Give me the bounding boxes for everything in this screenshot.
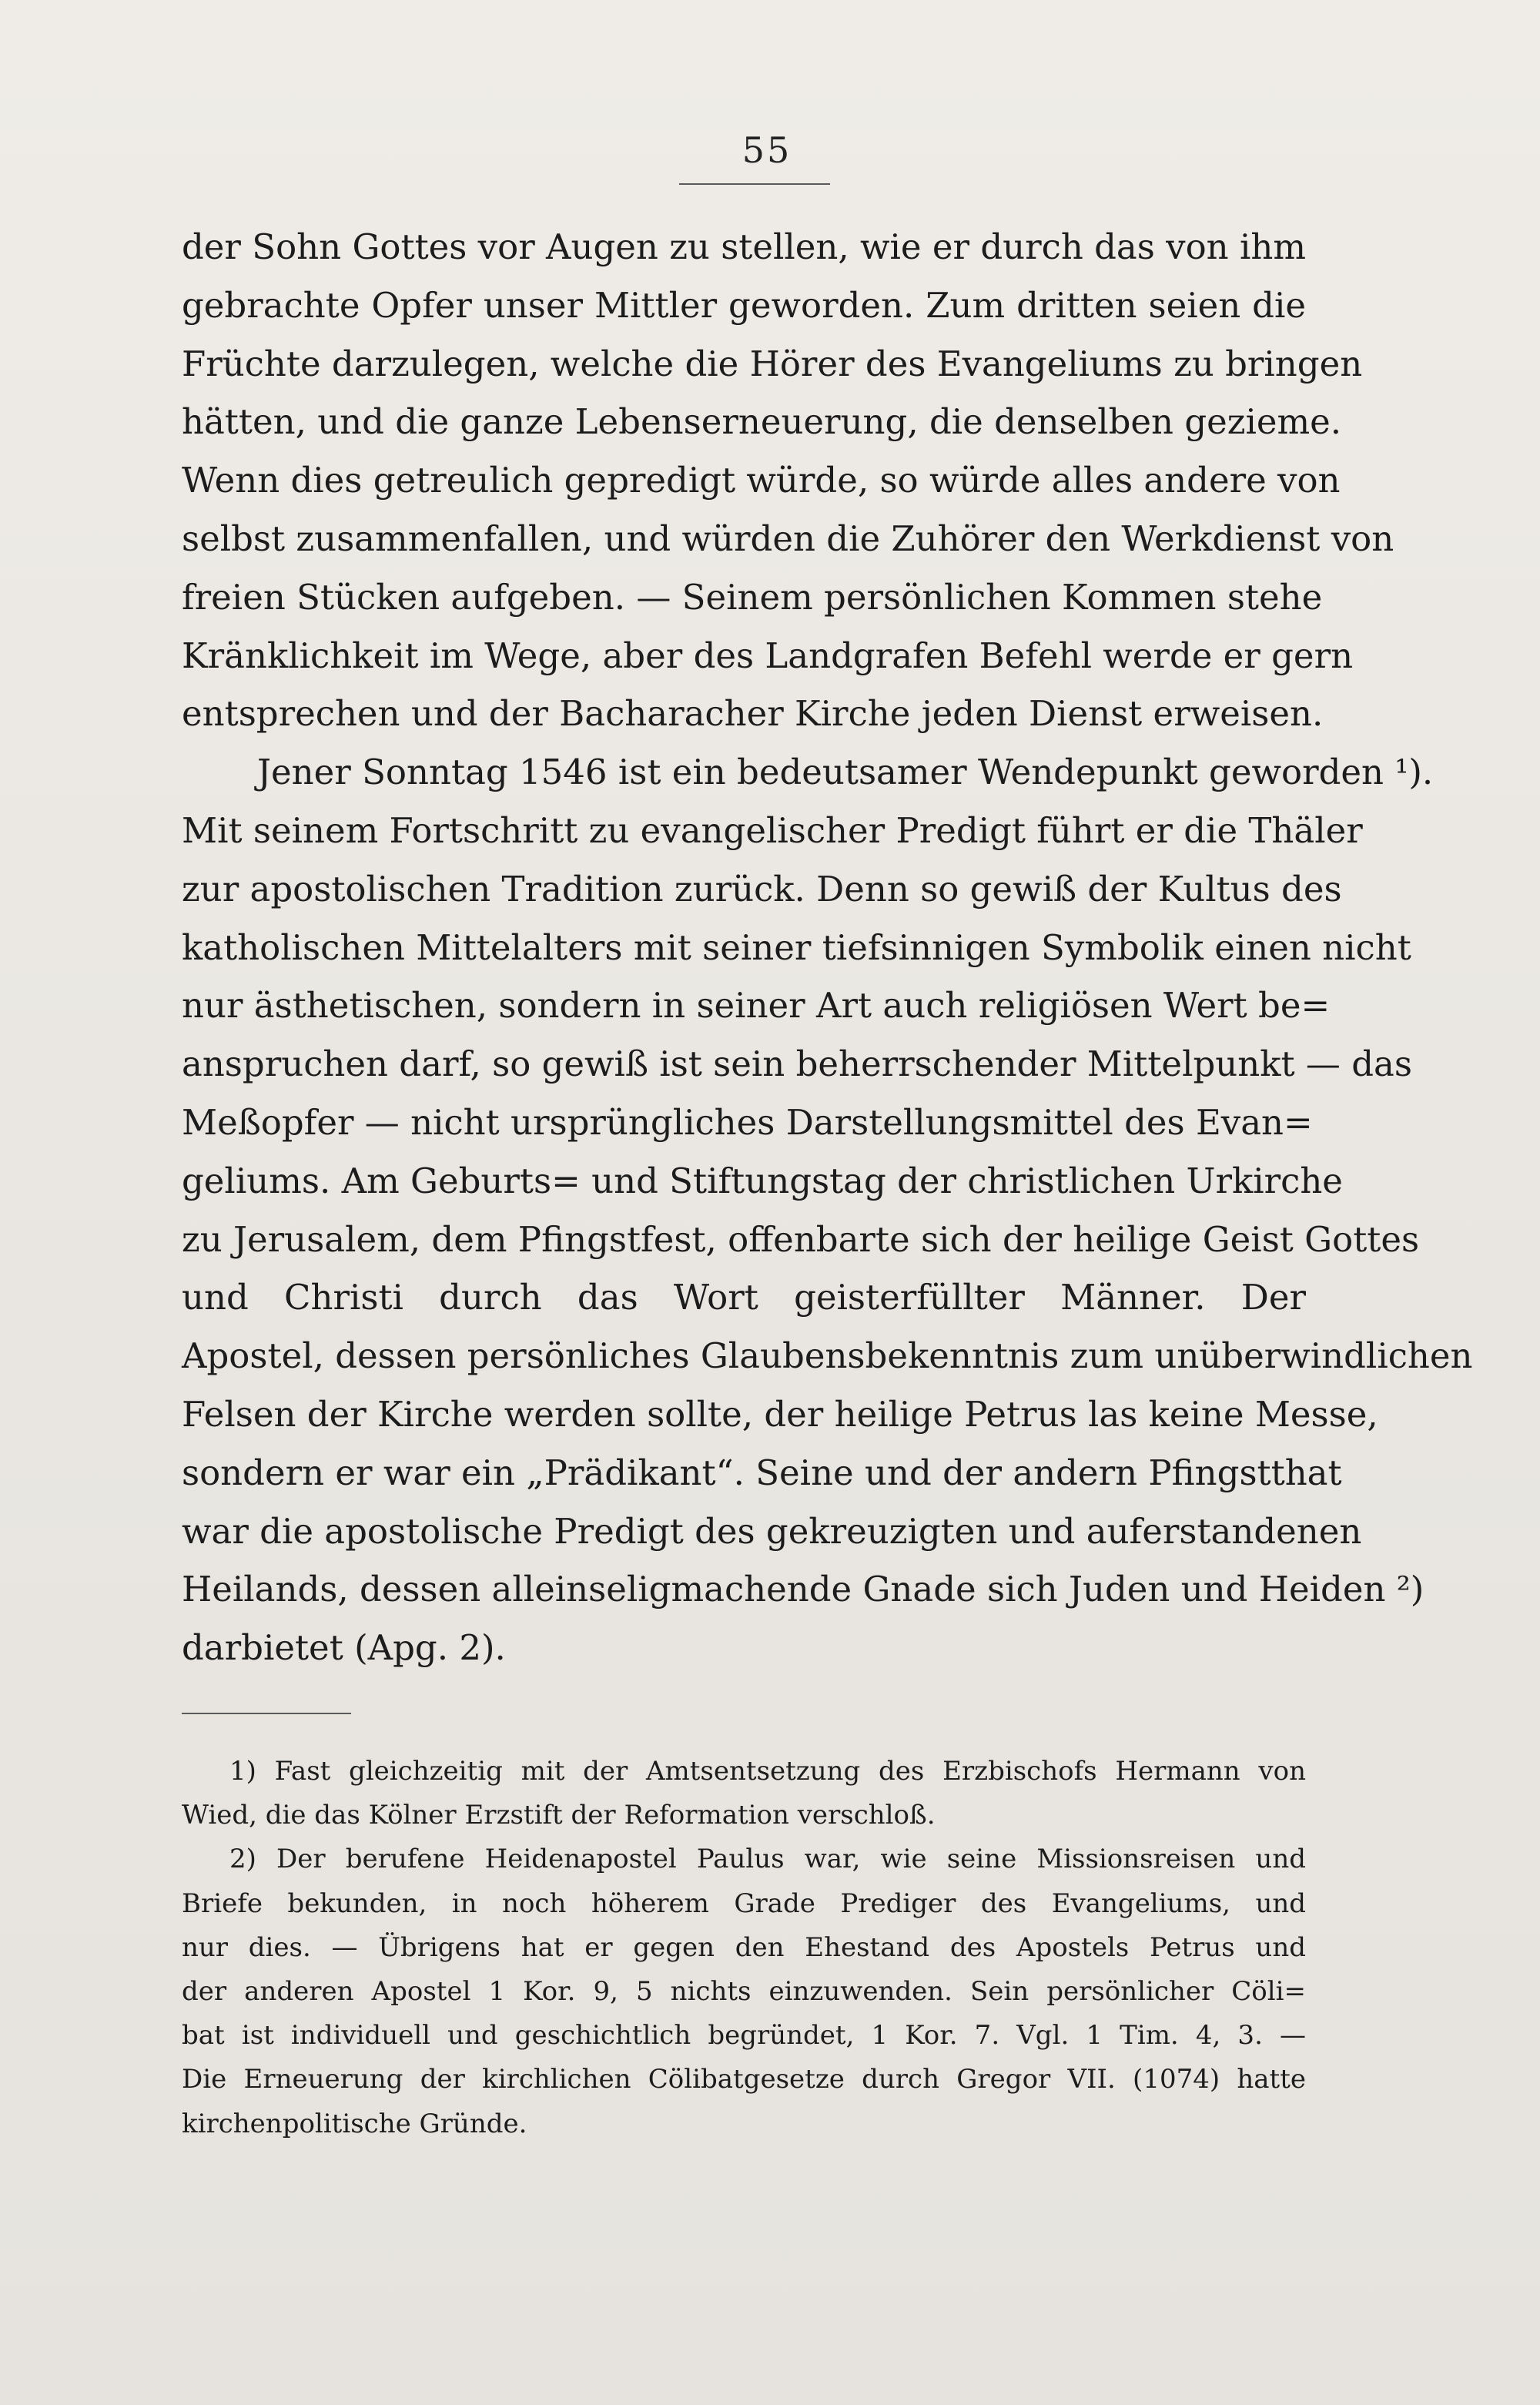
footnote-rule [182,1713,351,1714]
body-line: Heilands, dessen alleinseligmachende Gnade sich Juden und Heiden ²) [182,1569,1424,1610]
body-line: Apostel, dessen persönliches Glaubensbekenntnis zum unüberwindlichen [182,1335,1473,1377]
body-line: zu Jerusalem, dem Pfingstfest, offenbarte sich der heilige Geist Gottes [182,1218,1420,1260]
footnote-line: bat ist individuell und geschichtlich begründet, 1 Kor. 7. Vgl. 1 Tim. 4, 3. — [182,2020,1306,2052]
body-line: gebrachte Opfer unser Mittler geworden. Zum dritten seien die [182,284,1306,326]
page-number: 55 [742,129,792,171]
footnote-line: Briefe bekunden, in noch höherem Grade Prediger des Evangeliums, und [182,1887,1306,1919]
footnotes [182,1750,1306,2146]
body-line: Jener Sonntag 1546 ist ein bedeutsamer Wendepunkt geworden ¹). [257,752,1434,793]
body-line: selbst zusammenfallen, und würden die Zuhörer den Werkdienst von [182,518,1394,559]
body-line: Meßopfer — nicht ursprüngliches Darstellungsmittel des Evan= [182,1101,1313,1143]
body-line: war die apostolische Predigt des gekreuzigten und auferstandenen [182,1510,1362,1552]
footnote-line: 1) Fast gleichzeitig mit der Amtsentsetzung des Erzbischofs Hermann von [229,1756,1306,1787]
body-line: katholischen Mittelalters mit seiner tiefsinnigen Symbolik einen nicht [182,926,1411,968]
body-line: hätten, und die ganze Lebenserneuerung, die denselben gezieme. [182,401,1342,443]
body-line: entsprechen und der Bacharacher Kirche jeden Dienst erweisen. [182,693,1324,735]
body-line: darbietet (Apg. 2). [182,1627,506,1669]
footnote-line: der anderen Apostel 1 Kor. 9, 5 nichts einzuwenden. Sein persönlicher Cöli= [182,1975,1306,2007]
body-line: Kränklichkeit im Wege, aber des Landgrafen Befehl werde er gern [182,635,1354,676]
body-line: zur apostolischen Tradition zurück. Denn so gewiß der Kultus des [182,868,1342,909]
body-line: nur ästhetischen, sondern in seiner Art auch religiösen Wert be= [182,985,1331,1027]
body-line: Wenn dies getreulich gepredigt würde, so würde alles andere von [182,460,1341,501]
footnote-line: kirchenpolitische Gründe. [182,2108,527,2139]
body-line: und Christi durch das Wort geisterfüllter Männer. Der [182,1277,1306,1318]
footnote-line: 2) Der berufene Heidenapostel Paulus war, wie seine Missionsreisen und [229,1844,1306,1875]
header-rule [679,183,830,185]
body-line: der Sohn Gottes vor Augen zu stellen, wie er durch das von ihm [182,226,1306,267]
body-line: geliums. Am Geburts= und Stiftungstag der christlichen Urkirche [182,1160,1343,1201]
body-line: anspruchen darf, so gewiß ist sein beherrschender Mittelpunkt — das [182,1043,1412,1085]
footnote-line: Die Erneuerung der kirchlichen Cölibatgesetze durch Gregor VII. (1074) hatte [182,2064,1306,2095]
body-line: freien Stücken aufgeben. — Seinem persönlichen Kommen stehe [182,576,1323,618]
body-text [182,218,1473,1677]
body-line: sondern er war ein „Prädikant“. Seine und der andern Pfingstthat [182,1452,1342,1493]
body-line: Felsen der Kirche werden sollte, der heilige Petrus las keine Messe, [182,1393,1378,1435]
body-line: Mit seinem Fortschritt zu evangelischer Predigt führt er die Thäler [182,809,1363,851]
body-line: Früchte darzulegen, welche die Hörer des Evangeliums zu bringen [182,343,1363,384]
footnote-line: Wied, die das Kölner Erzstift der Reformation verschloß. [182,1800,936,1831]
footnote-line: nur dies. — Übrigens hat er gegen den Ehestand des Apostels Petrus und [182,1931,1306,1963]
